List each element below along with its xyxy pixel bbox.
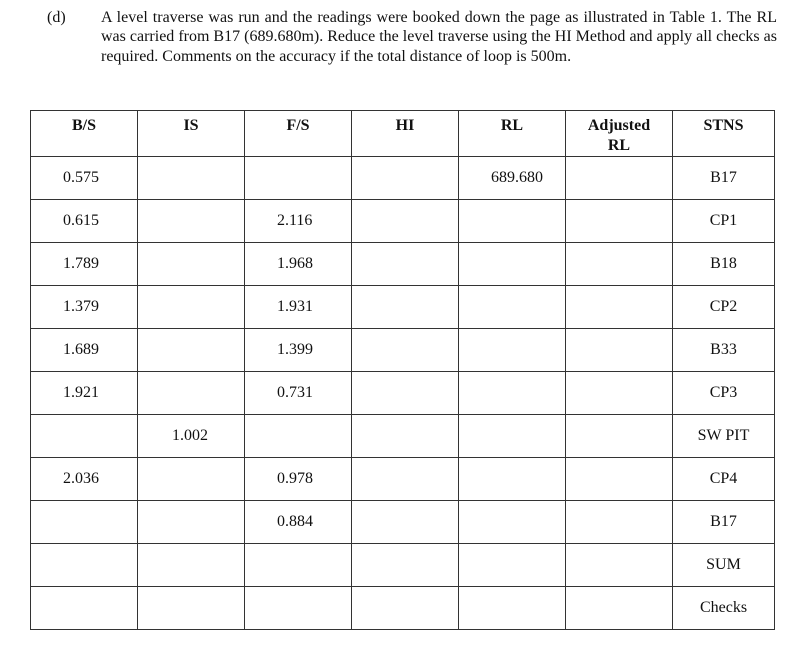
cell-fs <box>245 544 352 587</box>
cell-hi <box>352 157 459 200</box>
table-header-row <box>31 111 775 157</box>
cell-stn: B18 <box>673 243 775 286</box>
table-row <box>31 587 775 630</box>
header-adjusted-rl <box>566 111 673 157</box>
cell-hi <box>352 544 459 587</box>
table-row <box>31 458 775 501</box>
cell-adjusted-rl <box>566 372 673 415</box>
cell-is <box>138 587 245 630</box>
table-row <box>31 200 775 243</box>
cell-rl <box>459 544 566 587</box>
table-row <box>31 329 775 372</box>
cell-bs: 1.921 <box>31 372 138 415</box>
cell-adjusted-rl <box>566 157 673 200</box>
table-row <box>31 243 775 286</box>
cell-stn: CP1 <box>673 200 775 243</box>
cell-bs: 1.379 <box>31 286 138 329</box>
cell-fs <box>245 587 352 630</box>
cell-is <box>138 286 245 329</box>
level-book-table <box>30 110 775 630</box>
cell-bs: 2.036 <box>31 458 138 501</box>
cell-hi <box>352 587 459 630</box>
header-adjusted-rl-line1: Adjusted <box>587 117 651 134</box>
cell-is <box>138 458 245 501</box>
cell-rl <box>459 286 566 329</box>
cell-is <box>138 157 245 200</box>
cell-hi <box>352 501 459 544</box>
cell-fs: 1.399 <box>245 329 352 372</box>
cell-hi <box>352 458 459 501</box>
cell-rl <box>459 458 566 501</box>
cell-adjusted-rl <box>566 544 673 587</box>
cell-hi <box>352 372 459 415</box>
cell-adjusted-rl <box>566 286 673 329</box>
table-row <box>31 501 775 544</box>
cell-rl <box>459 200 566 243</box>
question-text: A level traverse was run and the readings were booked down the page as illustrated in Table 1. The RL was carried from B17 (689.680m). Reduce the level traverse using the HI Method and apply all checks as required. Comments on the accuracy if the total distance of loop is 500m. <box>101 9 777 65</box>
cell-adjusted-rl <box>566 501 673 544</box>
cell-is <box>138 200 245 243</box>
cell-rl <box>459 587 566 630</box>
cell-fs: 0.731 <box>245 372 352 415</box>
cell-is <box>138 243 245 286</box>
header-bs: B/S <box>31 111 138 157</box>
cell-stn: Checks <box>673 587 775 630</box>
table-row <box>31 157 775 200</box>
cell-bs: 1.789 <box>31 243 138 286</box>
cell-hi <box>352 329 459 372</box>
cell-hi <box>352 243 459 286</box>
cell-fs <box>245 157 352 200</box>
table-body <box>31 157 775 630</box>
header-hi: HI <box>352 111 459 157</box>
cell-adjusted-rl <box>566 587 673 630</box>
header-adjusted-rl-line2: RL <box>607 137 631 154</box>
cell-is <box>138 544 245 587</box>
cell-stn: CP4 <box>673 458 775 501</box>
cell-rl <box>459 501 566 544</box>
cell-adjusted-rl <box>566 415 673 458</box>
cell-fs: 1.968 <box>245 243 352 286</box>
question-block <box>0 0 799 110</box>
cell-hi <box>352 286 459 329</box>
cell-fs <box>245 415 352 458</box>
header-rl: RL <box>459 111 566 157</box>
cell-is <box>138 329 245 372</box>
table-row <box>31 544 775 587</box>
cell-hi <box>352 200 459 243</box>
table-row <box>31 372 775 415</box>
cell-fs: 0.884 <box>245 501 352 544</box>
cell-adjusted-rl <box>566 458 673 501</box>
cell-adjusted-rl <box>566 329 673 372</box>
cell-rl <box>459 329 566 372</box>
header-fs: F/S <box>245 111 352 157</box>
cell-is <box>138 372 245 415</box>
cell-bs: 0.575 <box>31 157 138 200</box>
header-is: IS <box>138 111 245 157</box>
cell-stn: SUM <box>673 544 775 587</box>
cell-bs <box>31 587 138 630</box>
cell-rl <box>459 243 566 286</box>
cell-fs: 0.978 <box>245 458 352 501</box>
cell-is <box>138 501 245 544</box>
cell-bs: 0.615 <box>31 200 138 243</box>
cell-bs <box>31 415 138 458</box>
table-row <box>31 286 775 329</box>
cell-hi <box>352 415 459 458</box>
question-label: (d) <box>47 9 66 26</box>
table-row <box>31 415 775 458</box>
cell-fs: 1.931 <box>245 286 352 329</box>
cell-rl <box>459 372 566 415</box>
cell-stn: CP2 <box>673 286 775 329</box>
cell-bs: 1.689 <box>31 329 138 372</box>
header-stns: STNS <box>673 111 775 157</box>
cell-fs: 2.116 <box>245 200 352 243</box>
cell-stn: SW PIT <box>673 415 775 458</box>
cell-is: 1.002 <box>138 415 245 458</box>
cell-bs <box>31 501 138 544</box>
cell-adjusted-rl <box>566 243 673 286</box>
cell-adjusted-rl <box>566 200 673 243</box>
cell-bs <box>31 544 138 587</box>
cell-rl: 689.680 <box>459 157 566 200</box>
cell-stn: B17 <box>673 157 775 200</box>
cell-stn: B17 <box>673 501 775 544</box>
cell-stn: B33 <box>673 329 775 372</box>
cell-stn: CP3 <box>673 372 775 415</box>
cell-rl <box>459 415 566 458</box>
